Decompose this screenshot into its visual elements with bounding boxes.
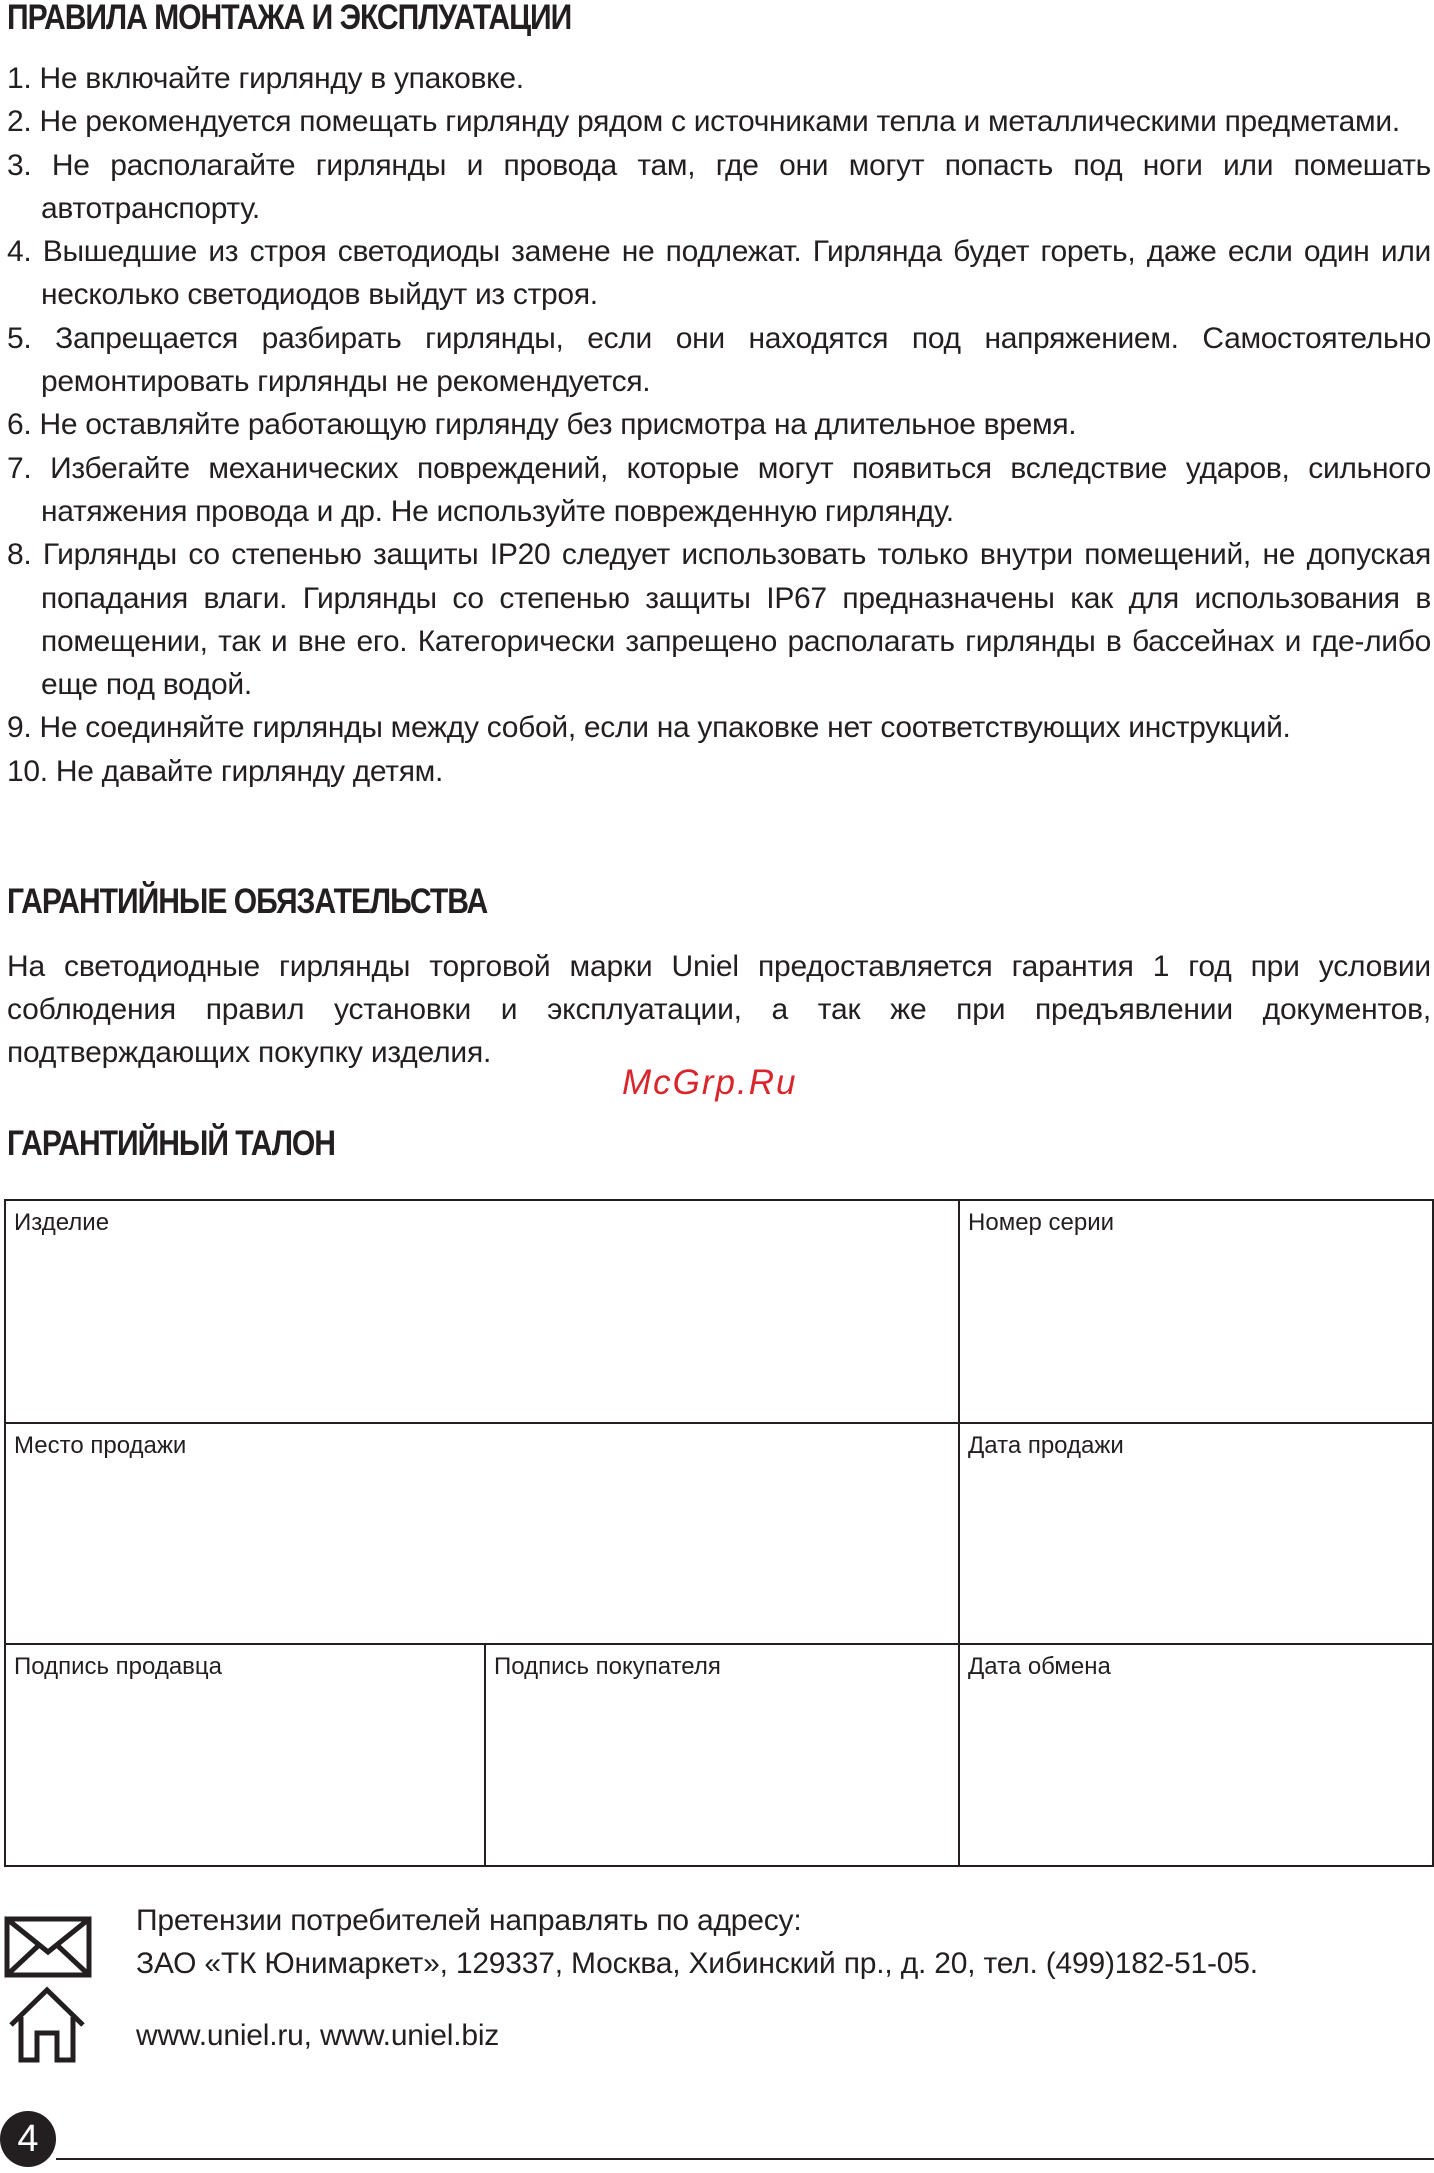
envelope-icon: [4, 1916, 92, 1978]
rule-item: 10. Не давайте гирлянду детям.: [7, 754, 444, 788]
warranty-text: На светодиодные гирлянды торговой марки Uniel предоставляется гарантия 1 год при условии соблюдения правил установки и эксплуатации, а так же при предъявлении документов, подтверждающих покупку изделия.: [7, 950, 1431, 1069]
sale-date-field[interactable]: [959, 1423, 1433, 1644]
product-label: Изделие: [14, 1209, 110, 1236]
home-icon: [7, 1985, 87, 2063]
address-text: ЗАО «ТК Юнимаркет», 129337, Москва, Хибинский пр., д. 20, тел. (499)182-51-05.: [136, 1947, 1258, 1980]
rules-list: [7, 57, 1431, 793]
page-number: 4: [0, 2111, 56, 2167]
rule-item: 7. Избегайте механических повреждений, которые могут появиться вследствие ударов, сильного натяжения провода и др. Не используйте поврежденную гирлянду.: [7, 451, 1431, 528]
serial-label: Номер серии: [968, 1209, 1115, 1236]
sale-date-label: Дата продажи: [968, 1432, 1124, 1459]
warranty-coupon-table: [4, 1199, 1434, 1867]
rule-item: 3. Не располагайте гирлянды и провода там, где они могут попасть под ноги или помешать автотранспорту.: [7, 148, 1431, 225]
watermark[interactable]: McGrp.Ru: [622, 1063, 798, 1102]
footer-divider: [56, 2158, 1434, 2160]
seller-signature-label: Подпись продавца: [14, 1653, 223, 1680]
rule-item: 2. Не рекомендуется помещать гирлянду рядом с источниками тепла и металлическими предметами.: [7, 105, 1400, 139]
rule-item: 9. Не соединяйте гирлянды между собой, если на упаковке нет соответствующих инструкций.: [7, 711, 1291, 745]
serial-field[interactable]: [959, 1200, 1433, 1423]
rule-item: 1. Не включайте гирлянду в упаковке.: [7, 62, 524, 95]
rule-item: 4. Вышедшие из строя светодиоды замене не подлежат. Гирлянда будет гореть, даже если один или несколько светодиодов выйдут из строя.: [7, 235, 1431, 312]
seller-signature-field[interactable]: [5, 1644, 485, 1866]
exchange-date-field[interactable]: [959, 1644, 1433, 1866]
rules-heading: ПРАВИЛА МОНТАЖА И ЭКСПЛУАТАЦИИ: [7, 0, 572, 37]
website-links[interactable]: www.uniel.ru, www.uniel.biz: [136, 2019, 500, 2052]
place-of-sale-field[interactable]: [5, 1423, 959, 1644]
buyer-signature-label: Подпись покупателя: [494, 1653, 721, 1680]
rule-item: 8. Гирлянды со степенью защиты IP20 следует использовать только внутри помещений, не допуская попадания влаги. Гирлянды со степенью защиты IP67 предназначены как для использования в помещении, так и вне его. Категорически запрещено располагать гирлянды в бассейнах и где-либо еще под водой.: [7, 538, 1431, 702]
rule-item: 5. Запрещается разбирать гирлянды, если они находятся под напряжением. Самостоятельно ремонтировать гирлянды не рекомендуется.: [7, 321, 1431, 399]
place-of-sale-label: Место продажи: [14, 1432, 187, 1459]
rule-item: 6. Не оставляйте работающую гирлянду без присмотра на длительное время.: [7, 408, 1077, 442]
buyer-signature-field[interactable]: [485, 1644, 959, 1866]
product-field[interactable]: [5, 1200, 959, 1423]
warranty-heading: ГАРАНТИЙНЫЕ ОБЯЗАТЕЛЬСТВА: [7, 882, 488, 921]
claims-text: Претензии потребителей направлять по адресу:: [136, 1904, 802, 1937]
coupon-heading: ГАРАНТИЙНЫЙ ТАЛОН: [7, 1124, 335, 1163]
exchange-date-label: Дата обмена: [968, 1653, 1111, 1680]
